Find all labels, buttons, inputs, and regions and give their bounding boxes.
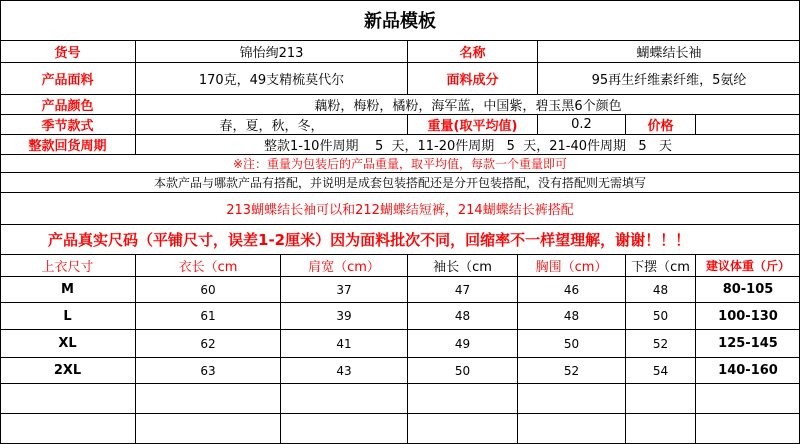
hem-cell: 54 [625,358,695,383]
match-note: 本款产品与哪款产品有搭配，并说明是成套包装搭配还是分开包装搭配，没有搭配则无需填写 [153,176,646,190]
composition-label: 面料成分 [407,63,537,94]
size-cell: 2XL [53,363,82,378]
shoulder-cell: 37 [280,277,407,302]
size-header-length: 衣长（cm [135,255,280,276]
shoulder-cell [280,384,407,413]
row-season [0,114,800,134]
chest-cell: 50 [517,330,625,357]
chest-cell: 52 [517,358,625,383]
size-header-sleeve: 袖长（cm [407,255,517,276]
weight-cell: 140-160 [695,358,800,383]
table-row [0,413,800,444]
sleeve-cell [407,384,517,413]
length-cell: 62 [135,330,280,357]
price-value [695,115,800,134]
table-row [0,357,800,383]
hem-cell: 52 [625,330,695,357]
shoulder-cell [280,414,407,444]
length-cell: 63 [135,358,280,383]
sleeve-cell: 48 [407,303,517,329]
sleeve-cell: 50 [407,358,517,383]
chest-cell: 48 [517,303,625,329]
row-cycle [0,134,800,154]
weight-cell: 125-145 [695,330,800,357]
sleeve-cell: 49 [407,330,517,357]
weight-cell: 100-130 [695,303,800,329]
row-color [0,94,800,114]
weight-label: 重量(取平均值) [407,115,537,134]
row-fabric [0,62,800,94]
weight-note: ※注：重量为包装后的产品重量，取平均值，每款一个重量即可 [232,157,568,171]
length-cell: 60 [135,277,280,302]
size-cell [0,384,135,413]
season-label: 季节款式 [41,119,94,134]
table-row [0,383,800,413]
length-cell [135,384,280,413]
shoulder-cell: 43 [280,358,407,383]
color-value: 藕粉，梅粉，橘粉，海军蓝，中国紫，碧玉黑6个颜色 [135,95,800,114]
size-cell [0,414,135,444]
length-cell [135,414,280,444]
item-no-label: 货号 [54,46,81,61]
name-value: 蝴蝶结长袖 [537,41,800,62]
name-label: 名称 [407,41,537,62]
cycle-value: 整款1-10件周期 5 天，11-20件周期 5 天，21-40件周期 5 天 [135,135,800,154]
cycle-label: 整款回货周期 [28,139,107,154]
weight-cell [695,414,800,444]
match-value: 213蝴蝶结长袖可以和212蝴蝶结短裤，214蝴蝶结长裤搭配 [226,203,574,218]
size-header-size: 上衣尺寸 [41,260,94,275]
chest-cell [517,384,625,413]
size-header-chest: 胸围（cm） [517,255,625,276]
size-header-hem: 下摆（cm [625,255,695,276]
item-no-value: 锦怡绚213 [135,41,407,62]
sleeve-cell [407,414,517,444]
size-header-shoulder: 肩宽（cm） [280,255,407,276]
shoulder-cell: 39 [280,303,407,329]
table-row [0,302,800,329]
weight-cell: 80-105 [695,277,800,302]
size-cell: XL [58,336,77,351]
hem-cell: 50 [625,303,695,329]
row-note [0,154,800,172]
hem-cell: 48 [625,277,695,302]
table-row [0,329,800,357]
composition-value: 95再生纤维素纤维，5氨纶 [537,63,800,94]
size-cell: L [63,308,72,324]
chest-cell: 46 [517,277,625,302]
size-header-weight: 建议体重（斤） [695,255,800,276]
fabric-label: 产品面料 [41,73,94,88]
color-label: 产品颜色 [41,99,94,114]
size-note: 产品真实尺码（平铺尺寸，误差1-2厘米）因为面料批次不同，回缩率不一样望理解，谢谢！！！ [48,231,691,249]
season-value: 春，夏，秋，冬， [135,115,407,134]
size-table-header [0,254,800,276]
size-cell: M [61,282,74,297]
fabric-value: 170克，49支精梳莫代尔 [135,63,407,94]
title-row [0,0,800,40]
hem-cell [625,414,695,444]
chest-cell [517,414,625,444]
table-row [0,276,800,302]
row-size-note [0,224,800,254]
weight-value: 0.2 [537,115,625,134]
shoulder-cell: 41 [280,330,407,357]
row-match-note [0,172,800,192]
hem-cell [625,384,695,413]
price-label: 价格 [625,115,695,134]
page-title: 新品模板 [364,11,436,32]
sleeve-cell: 47 [407,277,517,302]
weight-cell [695,384,800,413]
row-match-value [0,192,800,224]
row-item-name [0,40,800,62]
length-cell: 61 [135,303,280,329]
